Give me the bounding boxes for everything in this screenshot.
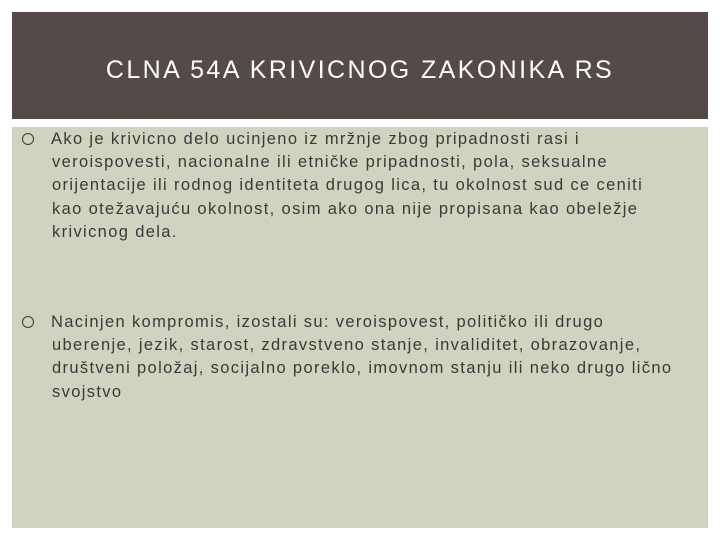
- slide: [12, 12, 708, 528]
- title-divider: [12, 119, 708, 127]
- title-bar: [12, 12, 708, 119]
- slide-title: CLNA 54A KRIVICNOG ZAKONIKA RS: [105, 56, 615, 84]
- bullet-item: [28, 311, 678, 404]
- bullet-text: Nacinjen kompromis, izostali su: veroispovest, političko ili drugo uberenje, jezik, starost, zdravstveno stanje, invaliditet, obrazovanje, društveni položaj, socijalno poreklo, imovnom stanju ili neko drugo lično svojstvo: [51, 313, 673, 401]
- bullet-text: Ako je krivicno delo ucinjeno iz mržnje zbog pripadnosti rasi i veroispovesti, nacionalne ili etničke pripadnosti, pola, seksualne orijentacije ili rodnog identiteta drugog lica, tu okolnost sud ce ceniti kao otežavajuću okolnost, osim ako ona nije propisana kao obeležje krivicnog dela.: [51, 130, 644, 241]
- bullet-item: [28, 128, 678, 244]
